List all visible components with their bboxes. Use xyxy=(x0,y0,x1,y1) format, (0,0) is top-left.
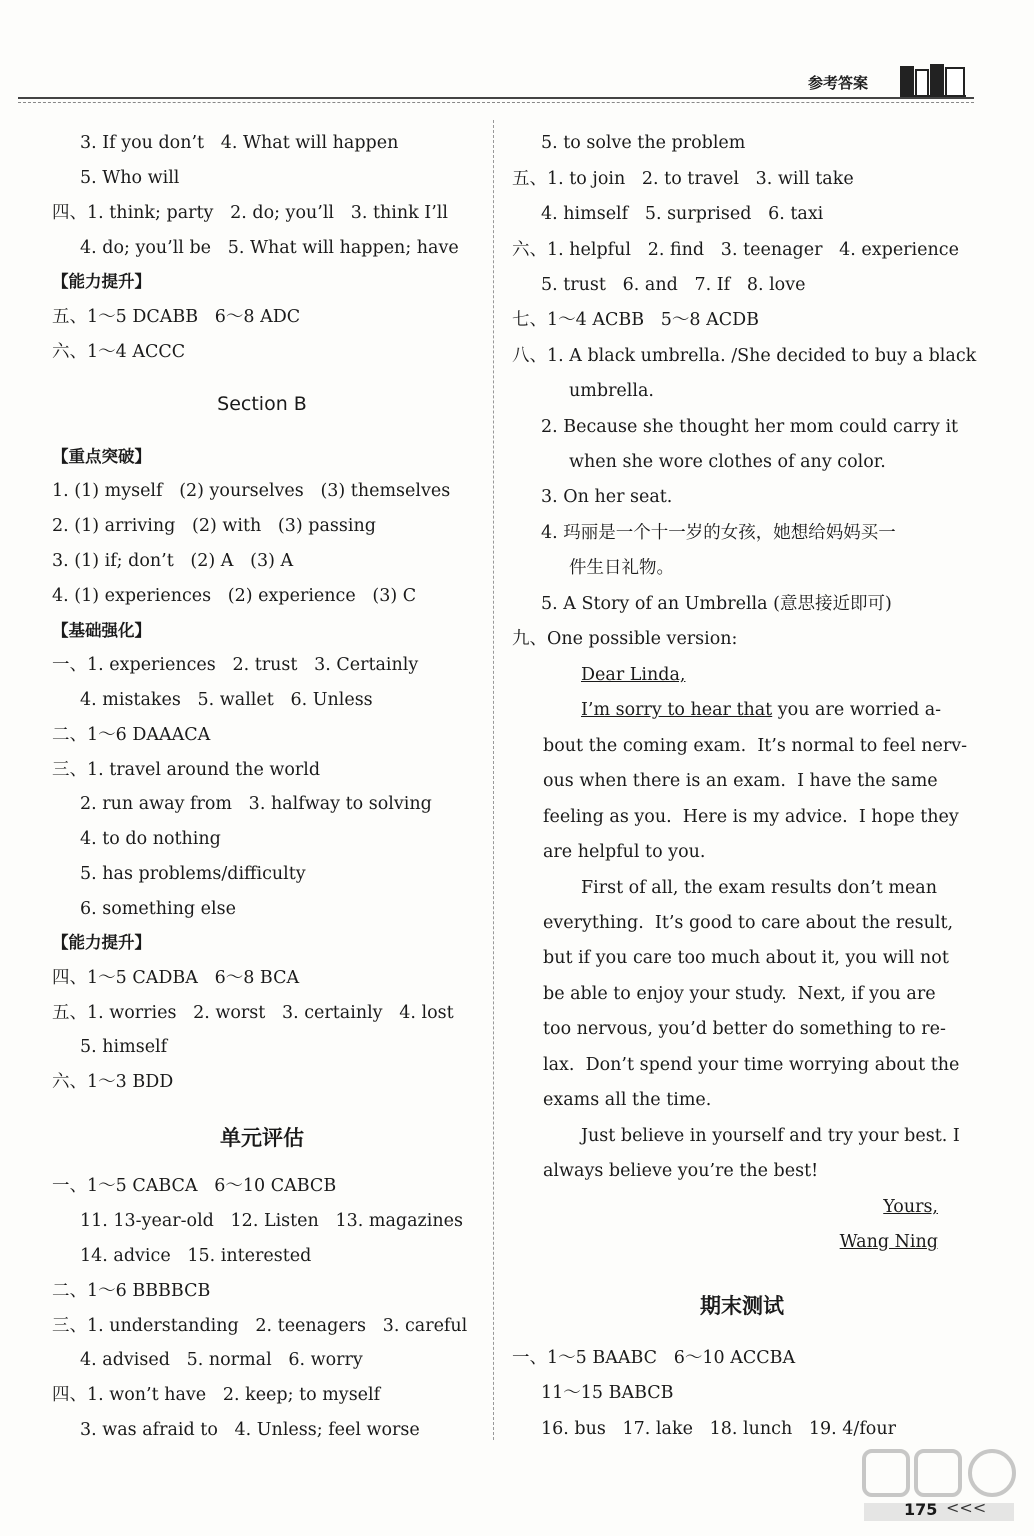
left-answer-line: 3. (1) if; don’t (2) A (3) A xyxy=(52,551,294,571)
right-answer-line: lax. Don’t spend your time worrying about the xyxy=(543,1055,960,1075)
right-answer-line: 11～15 BABCB xyxy=(541,1383,674,1403)
right-answer-line: too nervous, you’d better do something to re- xyxy=(543,1019,946,1039)
left-answer-line: 1. (1) myself (2) yourselves (3) themselves xyxy=(52,481,451,501)
left-answer-line: 5. has problems/difficulty xyxy=(80,864,306,884)
left-answer-line: 4. mistakes 5. wallet 6. Unless xyxy=(80,690,373,710)
header-label: 参考答案 xyxy=(808,74,869,92)
right-answer-line: 5. trust 6. and 7. If 8. love xyxy=(541,275,806,295)
right-answer-line: feeling as you. Here is my advice. I hope they xyxy=(543,807,959,827)
right-answer-line: 2. Because she thought her mom could carry it xyxy=(541,417,959,437)
unit-assessment-heading: 单元评估 xyxy=(220,1126,304,1150)
right-answer-line: 4. himself 5. surprised 6. taxi xyxy=(541,204,824,224)
watermark-stamp-icon xyxy=(860,1445,1020,1525)
left-answer-line: 四、1. think; party 2. do; you’ll 3. think I’ll xyxy=(52,203,448,223)
left-answer-line: 【基础强化】 xyxy=(52,621,151,640)
book-logo-icon xyxy=(898,62,968,98)
right-answer-line: 16. bus 17. lake 18. lunch 19. 4/four xyxy=(541,1419,896,1439)
right-answer-line: 5. A Story of an Umbrella (意思接近即可) xyxy=(541,594,892,614)
right-answer-line: 五、1. to join 2. to travel 3. will take xyxy=(512,169,854,189)
column-divider xyxy=(493,120,494,1440)
right-answer-line: umbrella. xyxy=(569,381,654,401)
left-answer-line: 14. advice 15. interested xyxy=(80,1246,312,1266)
right-answer-line: when she wore clothes of any color. xyxy=(569,452,886,472)
letter-first-line-rest: you are worried a- xyxy=(772,700,942,720)
right-answer-line: ous when there is an exam. I have the same xyxy=(543,771,938,791)
left-answer-line: 一、1～5 CABCA 6～10 CABCB xyxy=(52,1176,337,1196)
page-number: 175 xyxy=(904,1500,938,1519)
letter-signature: Wang Ning xyxy=(839,1232,938,1252)
section-b-heading: Section B xyxy=(217,393,307,415)
left-answer-line: 三、1. travel around the world xyxy=(52,760,321,780)
letter-first-line xyxy=(581,700,941,720)
left-answer-line: 6. something else xyxy=(80,899,236,919)
right-answer-line: 3. On her seat. xyxy=(541,487,673,507)
header-rule-dashed xyxy=(18,102,974,103)
right-answer-line: 九、One possible version: xyxy=(512,629,738,649)
right-answer-line: 七、1～4 ACBB 5～8 ACDB xyxy=(512,310,760,330)
right-answer-line: Just believe in yourself and try your best. I xyxy=(581,1126,960,1146)
right-answer-line: always believe you’re the best! xyxy=(543,1161,819,1181)
right-answer-line: 件生日礼物。 xyxy=(569,558,674,578)
right-answer-line: are helpful to you. xyxy=(543,842,706,862)
left-answer-line: 三、1. understanding 2. teenagers 3. careful xyxy=(52,1316,468,1336)
left-answer-line: 四、1. won’t have 2. keep; to myself xyxy=(52,1385,381,1405)
final-test-heading: 期末测试 xyxy=(700,1294,784,1318)
left-answer-line: 5. Who will xyxy=(80,168,180,188)
left-answer-line: 3. was afraid to 4. Unless; feel worse xyxy=(80,1420,420,1440)
left-answer-line: 【重点突破】 xyxy=(52,447,151,466)
right-answer-line: 八、1. A black umbrella. /She decided to buy a black xyxy=(512,346,977,366)
left-answer-line: 【能力提升】 xyxy=(52,272,151,291)
right-answer-line: everything. It’s good to care about the result, xyxy=(543,913,954,933)
left-answer-line: 二、1～6 BBBBCB xyxy=(52,1281,211,1301)
right-answer-line: exams all the time. xyxy=(543,1090,712,1110)
right-answer-line: 一、1～5 BAABC 6～10 ACCBA xyxy=(512,1348,796,1368)
right-answer-line: 4. 玛丽是一个十一岁的女孩，她想给妈妈买一 xyxy=(541,523,896,543)
right-answer-line: but if you care too much about it, you will not xyxy=(543,948,949,968)
left-answer-line: 4. do; you’ll be 5. What will happen; have xyxy=(80,238,459,258)
right-answer-line: Dear Linda, xyxy=(581,665,686,685)
left-answer-line: 4. advised 5. normal 6. worry xyxy=(80,1350,363,1370)
left-answer-line: 六、1～3 BDD xyxy=(52,1072,174,1092)
left-answer-line: 3. If you don’t 4. What will happen xyxy=(80,133,399,153)
right-answer-line: bout the coming exam. It’s normal to feel nerv- xyxy=(543,736,968,756)
letter-closing: Yours, xyxy=(883,1197,938,1217)
letter-underlined-phrase: I’m sorry to hear that xyxy=(581,700,773,720)
left-answer-line: 二、1～6 DAAACA xyxy=(52,725,211,745)
left-answer-line: 4. to do nothing xyxy=(80,829,221,849)
left-answer-line: 【能力提升】 xyxy=(52,933,151,952)
left-answer-line: 四、1～5 CADBA 6～8 BCA xyxy=(52,968,300,988)
left-answer-line: 一、1. experiences 2. trust 3. Certainly xyxy=(52,655,419,675)
left-answer-line: 2. (1) arriving (2) with (3) passing xyxy=(52,516,376,536)
left-answer-line: 五、1～5 DCABB 6～8 ADC xyxy=(52,307,301,327)
left-answer-line: 5. himself xyxy=(80,1037,168,1057)
page-arrows: <<< xyxy=(946,1498,987,1517)
left-answer-line: 4. (1) experiences (2) experience (3) C xyxy=(52,586,417,606)
left-answer-line: 2. run away from 3. halfway to solving xyxy=(80,794,432,814)
right-answer-line: 5. to solve the problem xyxy=(541,133,746,153)
left-answer-line: 五、1. worries 2. worst 3. certainly 4. lost xyxy=(52,1003,454,1023)
header-rule xyxy=(18,97,974,99)
left-answer-line: 六、1～4 ACCC xyxy=(52,342,186,362)
right-answer-line: First of all, the exam results don’t mean xyxy=(581,878,938,898)
right-answer-line: 六、1. helpful 2. find 3. teenager 4. experience xyxy=(512,240,959,260)
left-answer-line: 11. 13-year-old 12. Listen 13. magazines xyxy=(80,1211,463,1231)
right-answer-line: be able to enjoy your study. Next, if you are xyxy=(543,984,936,1004)
